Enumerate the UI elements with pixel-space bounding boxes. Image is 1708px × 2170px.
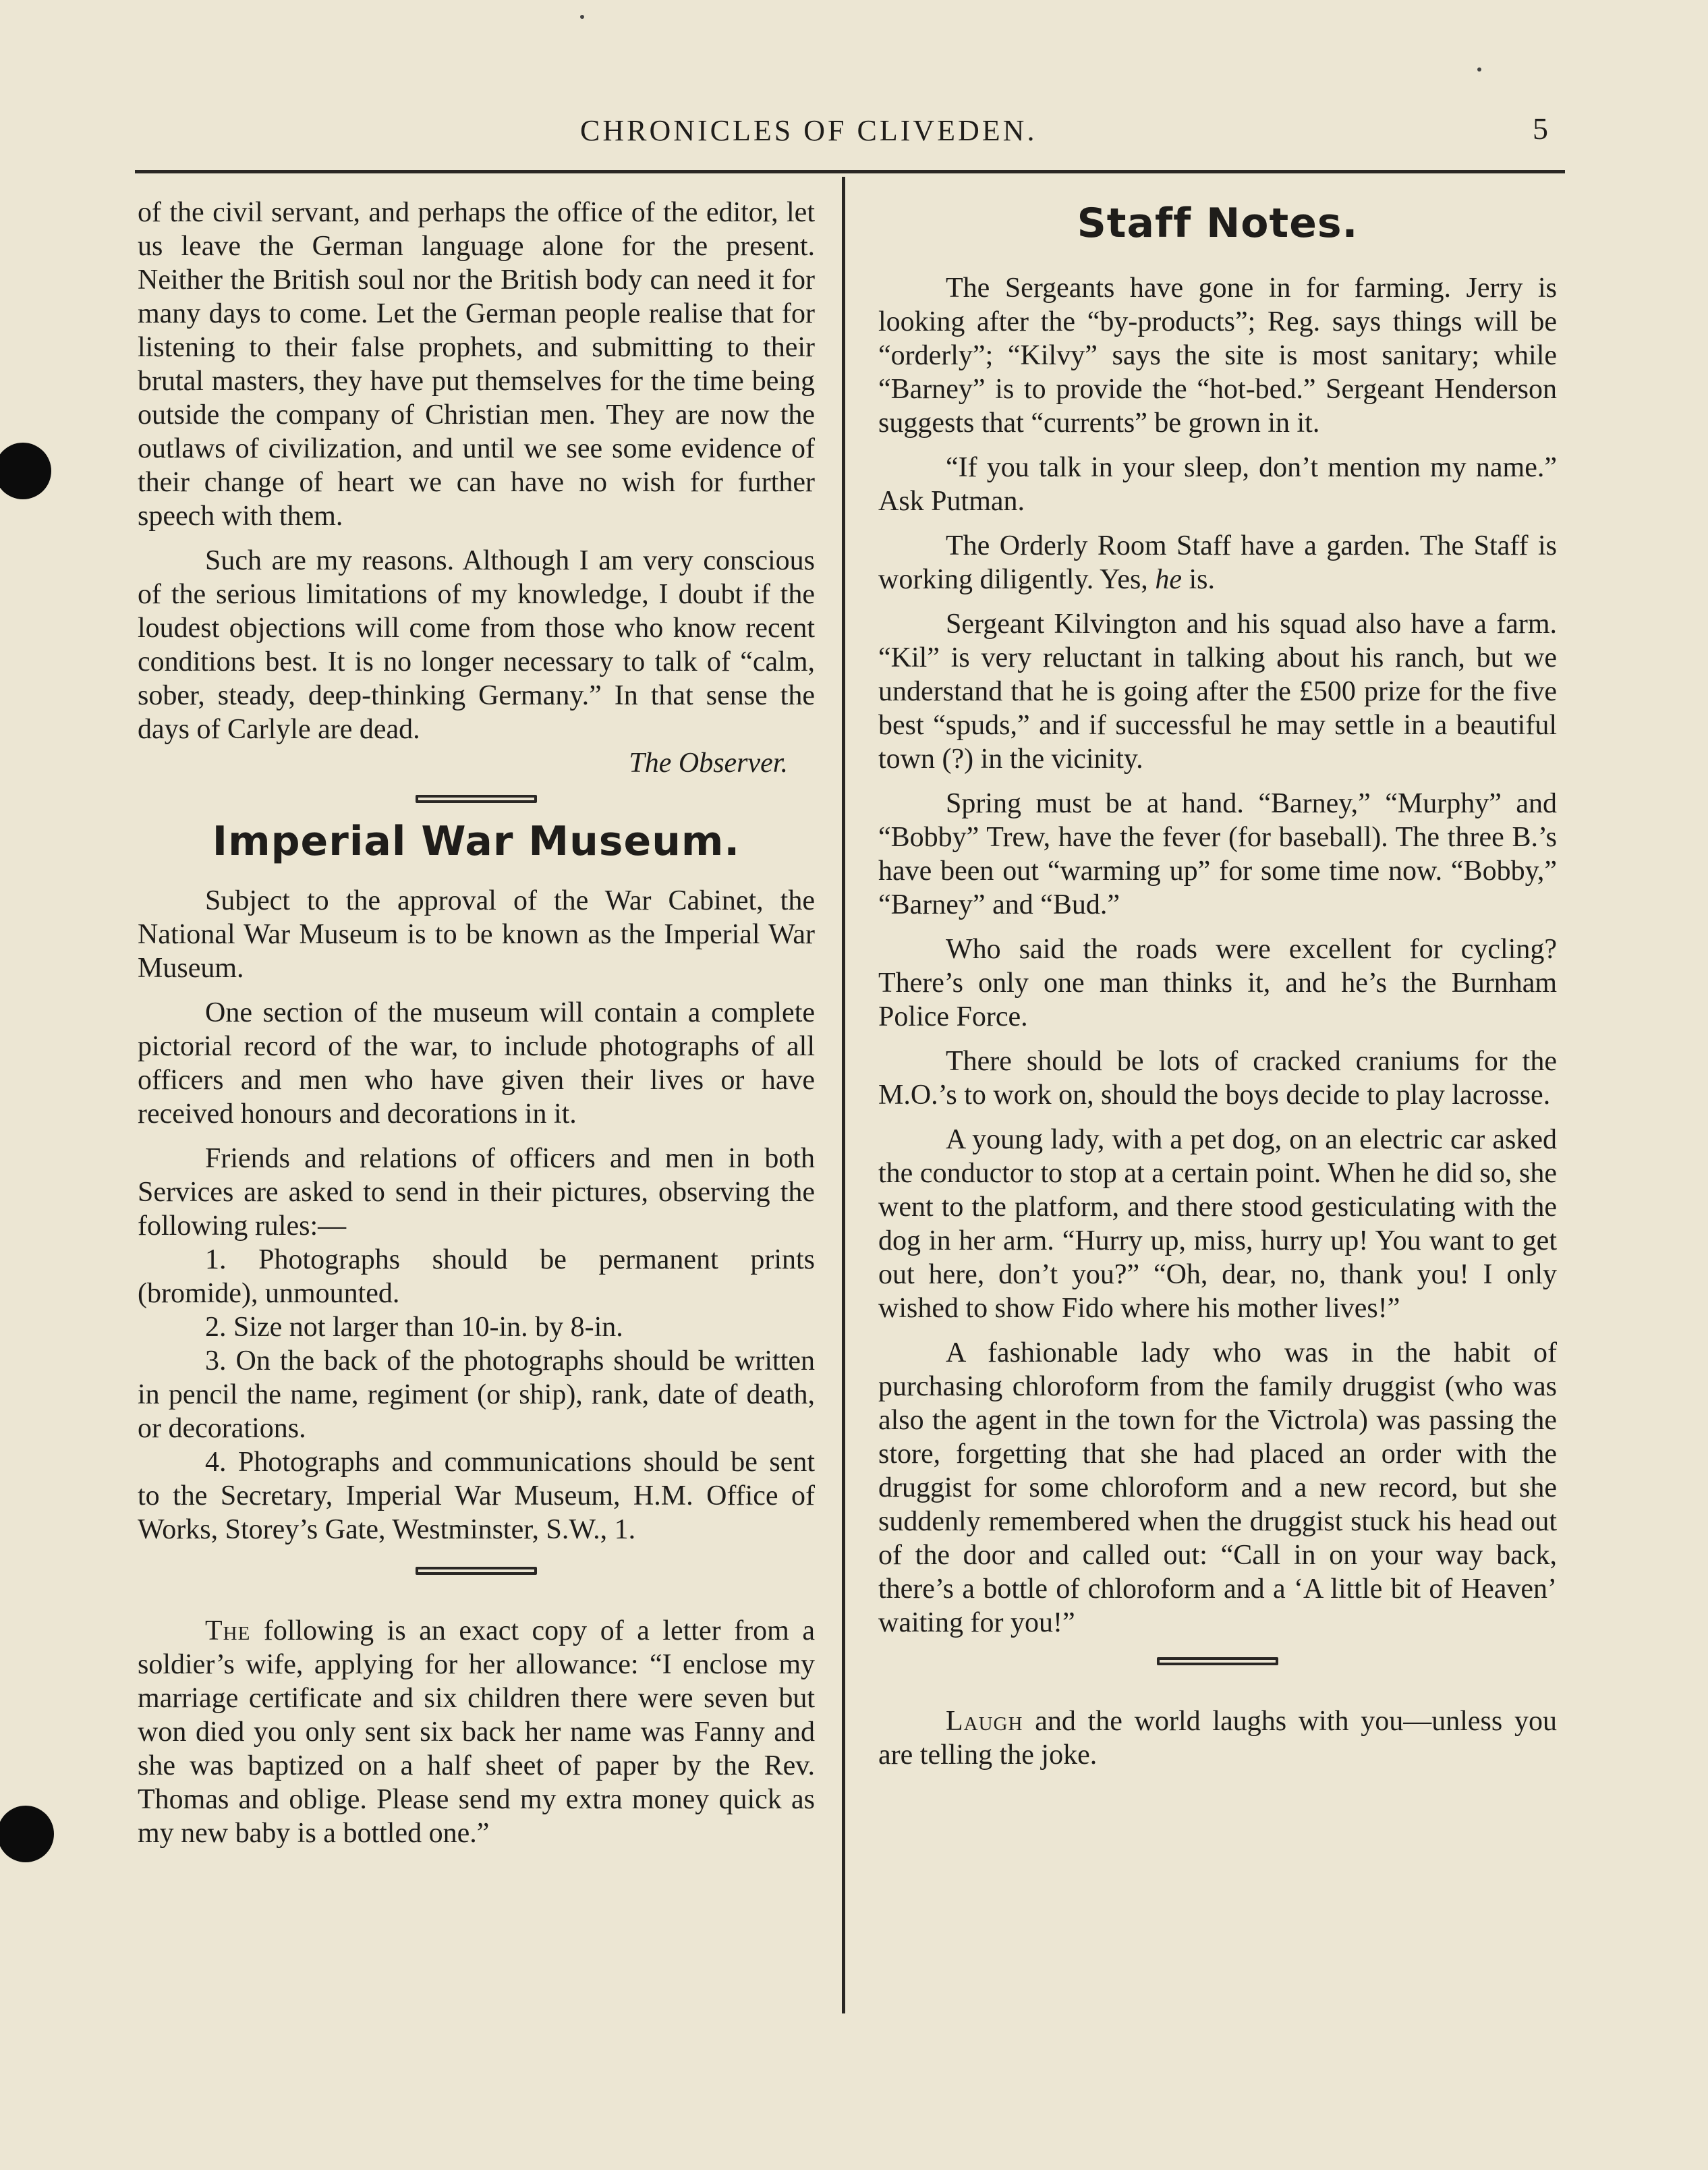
- museum-paragraph: One section of the museum will contain a complete pictorial record of the war, to include photographs of all officers and men who have given their lives or have received honours and decorations in it.: [138, 997, 815, 1130]
- right-column: [878, 196, 1557, 1772]
- laugh-lead-word: Laugh: [946, 1706, 1023, 1737]
- letter-text: following is an exact copy of a letter from a soldier’s wife, applying for her allowance: “I enclose my marriage certificate and six children there were seven but won died you only sent six back her name was Fanny and she was baptized on a half sheet of paper by the Rev. Thomas and oblige. Please send my extra money quick as my new baby is a bottled one.”: [138, 1615, 815, 1849]
- staff-note: [878, 529, 1557, 596]
- staff-note: Sergeant Kilvington and his squad also have a farm. “Kil” is very reluctant in talking about his ranch, but we understand that he is going after the £500 prize for the five best “spuds,” and if successful he may settle in a beautiful town (?) in the vicinity.: [878, 609, 1557, 775]
- letter-paragraph: [138, 1614, 815, 1850]
- museum-rule: 1. Photographs should be permanent prints (bromide), unmounted.: [138, 1244, 815, 1309]
- section-ornament: [416, 1567, 537, 1575]
- museum-heading: Imperial War Museum.: [212, 818, 741, 865]
- laugh-paragraph: [878, 1704, 1557, 1772]
- museum-paragraph: Friends and relations of officers and men in both Services are asked to send in their pictures, observing the following rules:—: [138, 1143, 815, 1242]
- punch-hole: [0, 443, 51, 499]
- museum-paragraph: Subject to the approval of the War Cabinet, the National War Museum is to be known as the Imperial War Museum.: [138, 885, 815, 984]
- running-header: CHRONICLES OF CLIVEDEN.: [580, 114, 1037, 147]
- header-rule: [135, 170, 1565, 173]
- letter-lead-word: The: [205, 1615, 251, 1646]
- laugh-text: and the world laughs with you—unless you are telling the joke.: [878, 1706, 1557, 1771]
- essay-paragraph: Such are my reasons. Although I am very conscious of the serious limitations of my knowledge, I doubt if the loudest objections will come from those who know recent conditions best. It is no longer necessary to talk of “calm, sober, steady, deep-thinking Germany.” In that sense the days of Carlyle are dead.: [138, 545, 815, 745]
- staff-note-text: The Orderly Room Staff have a garden. The Staff is working diligently. Yes,: [878, 530, 1557, 595]
- museum-rule: 4. Photographs and communications should be sent to the Secretary, Imperial War Museum, H.M. Office of Works, Storey’s Gate, Westminster, S.W., 1.: [138, 1447, 815, 1545]
- paper-speck: [580, 15, 584, 19]
- page-number: 5: [1533, 111, 1548, 146]
- left-column: [138, 196, 815, 1850]
- column-divider: [842, 177, 845, 2013]
- staff-note-text: is.: [1181, 564, 1215, 595]
- staff-note: The Sergeants have gone in for farming. Jerry is looking after the “by-products”; Reg. says things will be “orderly”; “Kilvy” says the site is most sanitary; while “Barney” is to provide the “hot-bed.” Sergeant Henderson suggests that “currents” be grown in it.: [878, 273, 1557, 439]
- staff-note: “If you talk in your sleep, don’t mention my name.” Ask Putman.: [878, 452, 1557, 517]
- section-ornament: [416, 795, 537, 803]
- museum-rule: 2. Size not larger than 10-in. by 8-in.: [205, 1312, 623, 1343]
- essay-source: The Observer.: [629, 748, 788, 779]
- section-ornament: [1157, 1657, 1278, 1665]
- staff-notes-heading: Staff Notes.: [1077, 200, 1359, 247]
- essay-paragraph: of the civil servant, and perhaps the office of the editor, let us leave the German language alone for the present. Neither the British soul nor the British body can need it for many days to come. Let the German people realise that for listening to their false prophets, and submitting to their brutal masters, they have put themselves for the time being outside the company of Christian men. They are now the outlaws of civilization, and until we see some evidence of their change of heart we can have no wish for further speech with them.: [138, 197, 815, 532]
- punch-hole: [0, 1806, 54, 1862]
- staff-note: Who said the roads were excellent for cycling? There’s only one man thinks it, and he’s the Burnham Police Force.: [878, 934, 1557, 1032]
- staff-note: Spring must be at hand. “Barney,” “Murphy” and “Bobby” Trew, have the fever (for baseball). The three B.’s have been out “warming up” for some time now. “Bobby,” “Barney” and “Bud.”: [878, 788, 1557, 920]
- staff-note: A young lady, with a pet dog, on an electric car asked the conductor to stop at a certain point. When he did so, she went to the platform, and there stood gesticulating with the dog in her arm. “Hurry up, miss, hurry up! You want to get out here, don’t you?” “Oh, dear, no, thank you! I only wished to show Fido where his mother lives!”: [878, 1124, 1557, 1324]
- museum-rule: 3. On the back of the photographs should be written in pencil the name, regiment (or ship), rank, date of death, or decorations.: [138, 1345, 815, 1444]
- staff-note-emphasis: he: [1155, 564, 1182, 595]
- staff-note: There should be lots of cracked craniums for the M.O.’s to work on, should the boys decide to play lacrosse.: [878, 1046, 1557, 1111]
- paper-speck: [1477, 67, 1481, 72]
- staff-note: A fashionable lady who was in the habit of purchasing chloroform from the family druggist (who was also the agent in the town for the Victrola) was passing the store, forgetting that she had placed an order with the druggist for some chloroform and a new record, but she suddenly remembered when the druggist stuck his head out of the door and called out: “Call in on your way back, there’s a bottle of chloroform and a ‘A little bit of Heaven’ waiting for you!”: [878, 1337, 1557, 1638]
